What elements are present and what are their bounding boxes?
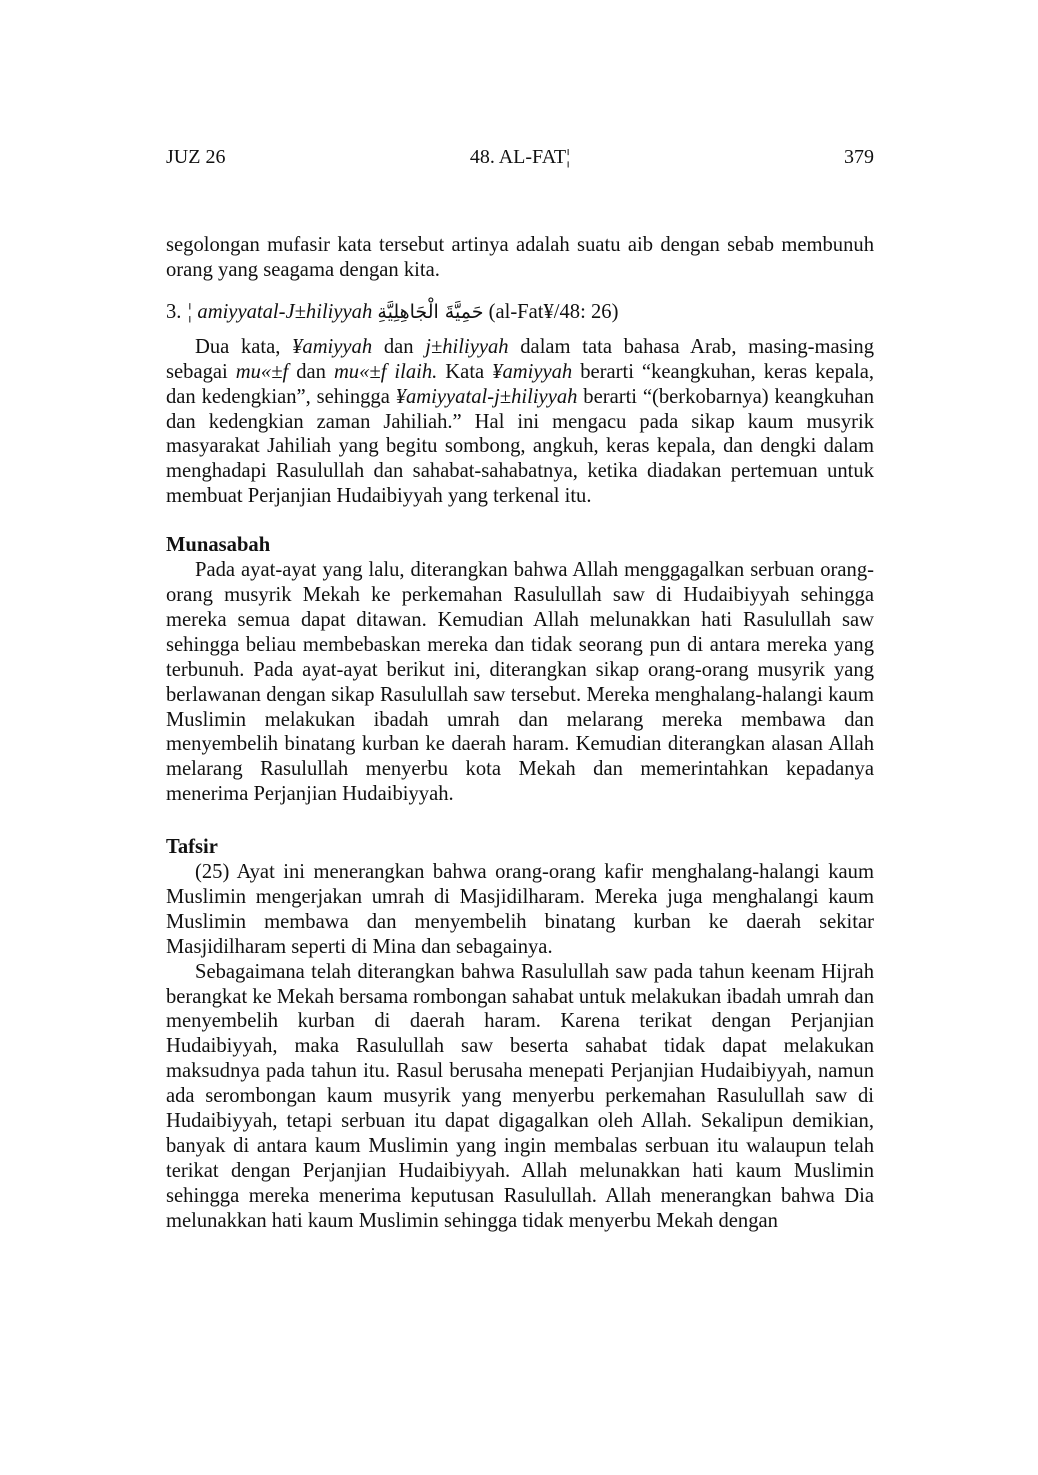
text-run: Dua kata, [195, 335, 293, 358]
italic-term: ¥amiyyah [492, 360, 573, 383]
body-text [166, 233, 874, 1234]
text-run: dalam tata bahasa Arab, masing-masing sebagai [166, 335, 874, 383]
term-reference: (al-Fat¥/48: 26) [483, 300, 619, 323]
term-latin: ¦ amiyyatal-J±hiliyyah [181, 300, 378, 323]
munasabah-paragraph: Pada ayat-ayat yang lalu, diterangkan bahwa Allah menggagalkan serbuan orang-orang musyrik Mekah ke perkemahan Rasulullah saw di Hudaibiyyah sehingga mereka semua dapat ditawan. Kemudian Allah melunakkan hati Rasulullah saw sehingga beliau membebaskan mereka dan tidak seorang pun di antara mereka yang terbunuh. Pada ayat-ayat berikut ini, diterangkan sikap orang-orang musyrik yang berlawanan dengan sikap Rasulullah saw tersebut. Mereka menghalang-halangi kaum Muslimin melakukan ibadah umrah dan melarang mereka membawa dan menyembelih binatang kurban ke daerah haram. Kemudian diterangkan alasan Allah melarang Rasulullah menyerbu kota Mekah dan memerintahkan kepadanya menerima Perjanjian Hudaibiyyah. [166, 559, 874, 806]
intro-paragraph: segolongan mufasir kata tersebut artinya adalah suatu aib dengan sebab membunuh orang yang seagama dengan kita. [166, 234, 874, 281]
tafsir-paragraph-2: Sebagaimana telah diterangkan bahwa Rasulullah saw pada tahun keenam Hijrah berangkat ke Mekah bersama rombongan sahabat untuk melakukan ibadah umrah dan menyembelih kurban di daerah haram. Karena terikat dengan Perjanjian Hudaibiyyah, maka Rasulullah saw beserta sahabat tidak dapat melakukan maksudnya pada tahun itu. Rasul berusaha menepati Perjanjian Hudaibiyyah, namun ada serombongan kaum musyrik yang menyerbu perkemahan Rasulullah saw di Hudaibiyyah, tetapi serbuan itu dapat digagalkan oleh Allah. Sekalipun demikian, banyak di antara kaum Muslimin yang ingin membalas serbuan itu walaupun telah terikat dengan Perjanjian Hudaibiyyah. Allah melunakkan hati kaum Muslimin sehingga mereka menerima keputusan Rasulullah. Allah menerangkan bahwa Dia melunakkan hati kaum Muslimin sehingga tidak menyerbu Mekah dengan [166, 960, 874, 1232]
italic-term: ¥amiyyah [292, 335, 373, 358]
tafsir-paragraph-1: (25) Ayat ini menerangkan bahwa orang-orang kafir menghalang-halangi kaum Muslimin mengerjakan umrah di Masjidilharam. Mereka juga menghalangi kaum Muslimin membawa dan menyembelih binatang kurban ke daerah sekitar Masjidilharam seperti di Mina dan sebagainya. [166, 861, 874, 958]
juz-label: JUZ 26 [166, 146, 226, 168]
term-3-explanation [166, 335, 874, 509]
term-3-line [166, 297, 874, 327]
running-header [166, 146, 874, 174]
term-arabic: حَمِيَّةَ الْجَاهِلِيَّةِ [377, 300, 484, 323]
italic-term: mu«±f ilaih. [333, 360, 438, 383]
munasabah-heading: Munasabah [166, 534, 271, 557]
page-number: 379 [844, 146, 874, 168]
italic-term: j±hiliyyah [425, 335, 509, 358]
text-run: berarti “(berkobarnya) keangkuhan dan kedengkian zaman Jahiliah.” Hal ini mengacu pada sikap kaum musyrik masyarakat Jahiliah yang begitu sombong, angkuh, keras kepala, dan dengki dalam menghadapi Rasulullah dan sahabat-sahabatnya, ketika diadakan pertemuan untuk membuat Perjanjian Hudaibiyyah yang terkenal itu. [166, 385, 874, 508]
text-run: dan [288, 360, 334, 383]
surah-title: 48. AL-FAT¦ [469, 146, 571, 168]
text-run: Kata [437, 360, 493, 383]
italic-term: ¥amiyyatal-j±hiliyyah [395, 385, 578, 408]
italic-term: mu«±f [235, 360, 289, 383]
text-run: berarti “keangkuhan, keras kepala, dan kedengkian”, sehingga [166, 360, 875, 408]
text-run: dan [372, 335, 426, 358]
tafsir-heading: Tafsir [166, 836, 218, 859]
term-number: 3. [166, 300, 182, 323]
